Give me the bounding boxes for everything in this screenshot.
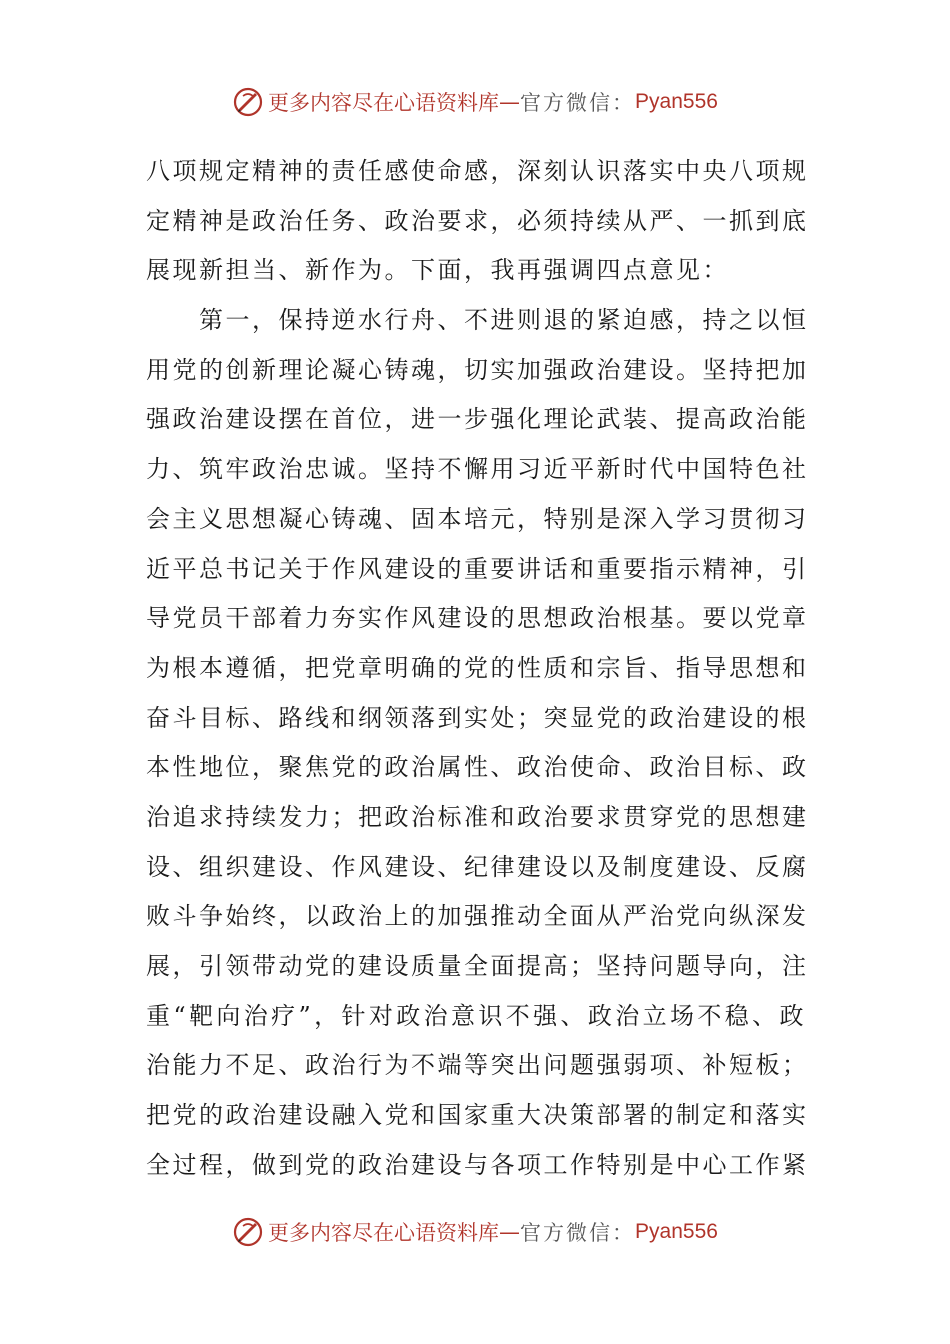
text-line: 败斗争始终，以政治上的加强推动全面从严治党向纵深发 — [146, 902, 809, 931]
header-title: 更多内容尽在心语资料库 — [268, 91, 500, 115]
text-line: 治能力不足、政治行为不端等突出问题强弱项、补短板； — [146, 1051, 809, 1080]
footer-dash: — — [499, 1220, 521, 1244]
text-line: 导党员干部着力夯实作风建设的思想政治根基。要以党章 — [146, 604, 809, 633]
header-wechat-id: Pyan556 — [635, 90, 718, 113]
text-line: 把党的政治建设融入党和国家重大决策部署的制定和落实 — [146, 1101, 809, 1130]
header-wechat-label: 官方微信： — [520, 91, 636, 115]
text-line: 八项规定精神的责任感使命感，深刻认识落实中央八项规 — [146, 157, 809, 185]
footer-wechat-label: 官方微信： — [520, 1221, 636, 1245]
document-body — [146, 147, 809, 1190]
header-watermark — [0, 82, 950, 122]
text-line: 全过程，做到党的政治建设与各项工作特别是中心工作紧 — [146, 1150, 809, 1179]
text-line: 会主义思想凝心铸魂、固本培元，特别是深入学习贯彻习 — [146, 504, 809, 533]
brush-pen-logo-icon — [232, 1216, 264, 1248]
text-line: 强政治建设摆在首位，进一步强化理论武装、提高政治能 — [146, 405, 809, 434]
text-line: 展现新担当、新作为。下面，我再强调四点意见： — [146, 256, 729, 285]
text-line: 定精神是政治任务、政治要求，必须持续从严、一抓到底 — [146, 206, 809, 235]
footer-watermark — [0, 1212, 950, 1252]
text-line: 第一，保持逆水行舟、不进则退的紧迫感，持之以恒 — [146, 306, 809, 335]
text-line: 展，引领带动党的建设质量全面提高；坚持问题导向，注 — [146, 952, 809, 980]
text-line: 设、组织建设、作风建设、纪律建设以及制度建设、反腐 — [146, 852, 809, 881]
brush-pen-logo-icon — [232, 86, 264, 118]
footer-wechat-id: Pyan556 — [635, 1220, 718, 1243]
text-line: 重“靶向治疗”，针对政治意识不强、政治立场不稳、政 — [146, 1001, 806, 1030]
text-line: 用党的创新理论凝心铸魂，切实加强政治建设。坚持把加 — [146, 355, 809, 384]
footer-title: 更多内容尽在心语资料库 — [268, 1221, 500, 1245]
text-line: 为根本遵循，把党章明确的党的性质和宗旨、指导思想和 — [146, 653, 809, 682]
header-dash: — — [499, 90, 521, 114]
text-line: 治追求持续发力；把政治标准和政治要求贯穿党的思想建 — [146, 802, 809, 831]
text-line: 力、筑牢政治忠诚。坚持不懈用习近平新时代中国特色社 — [146, 455, 809, 484]
text-line: 奋斗目标、路线和纲领落到实处；突显党的政治建设的根 — [146, 703, 809, 732]
text-line: 本性地位，聚焦党的政治属性、政治使命、政治目标、政 — [146, 753, 809, 782]
text-line: 近平总书记关于作风建设的重要讲话和重要指示精神，引 — [146, 554, 809, 583]
